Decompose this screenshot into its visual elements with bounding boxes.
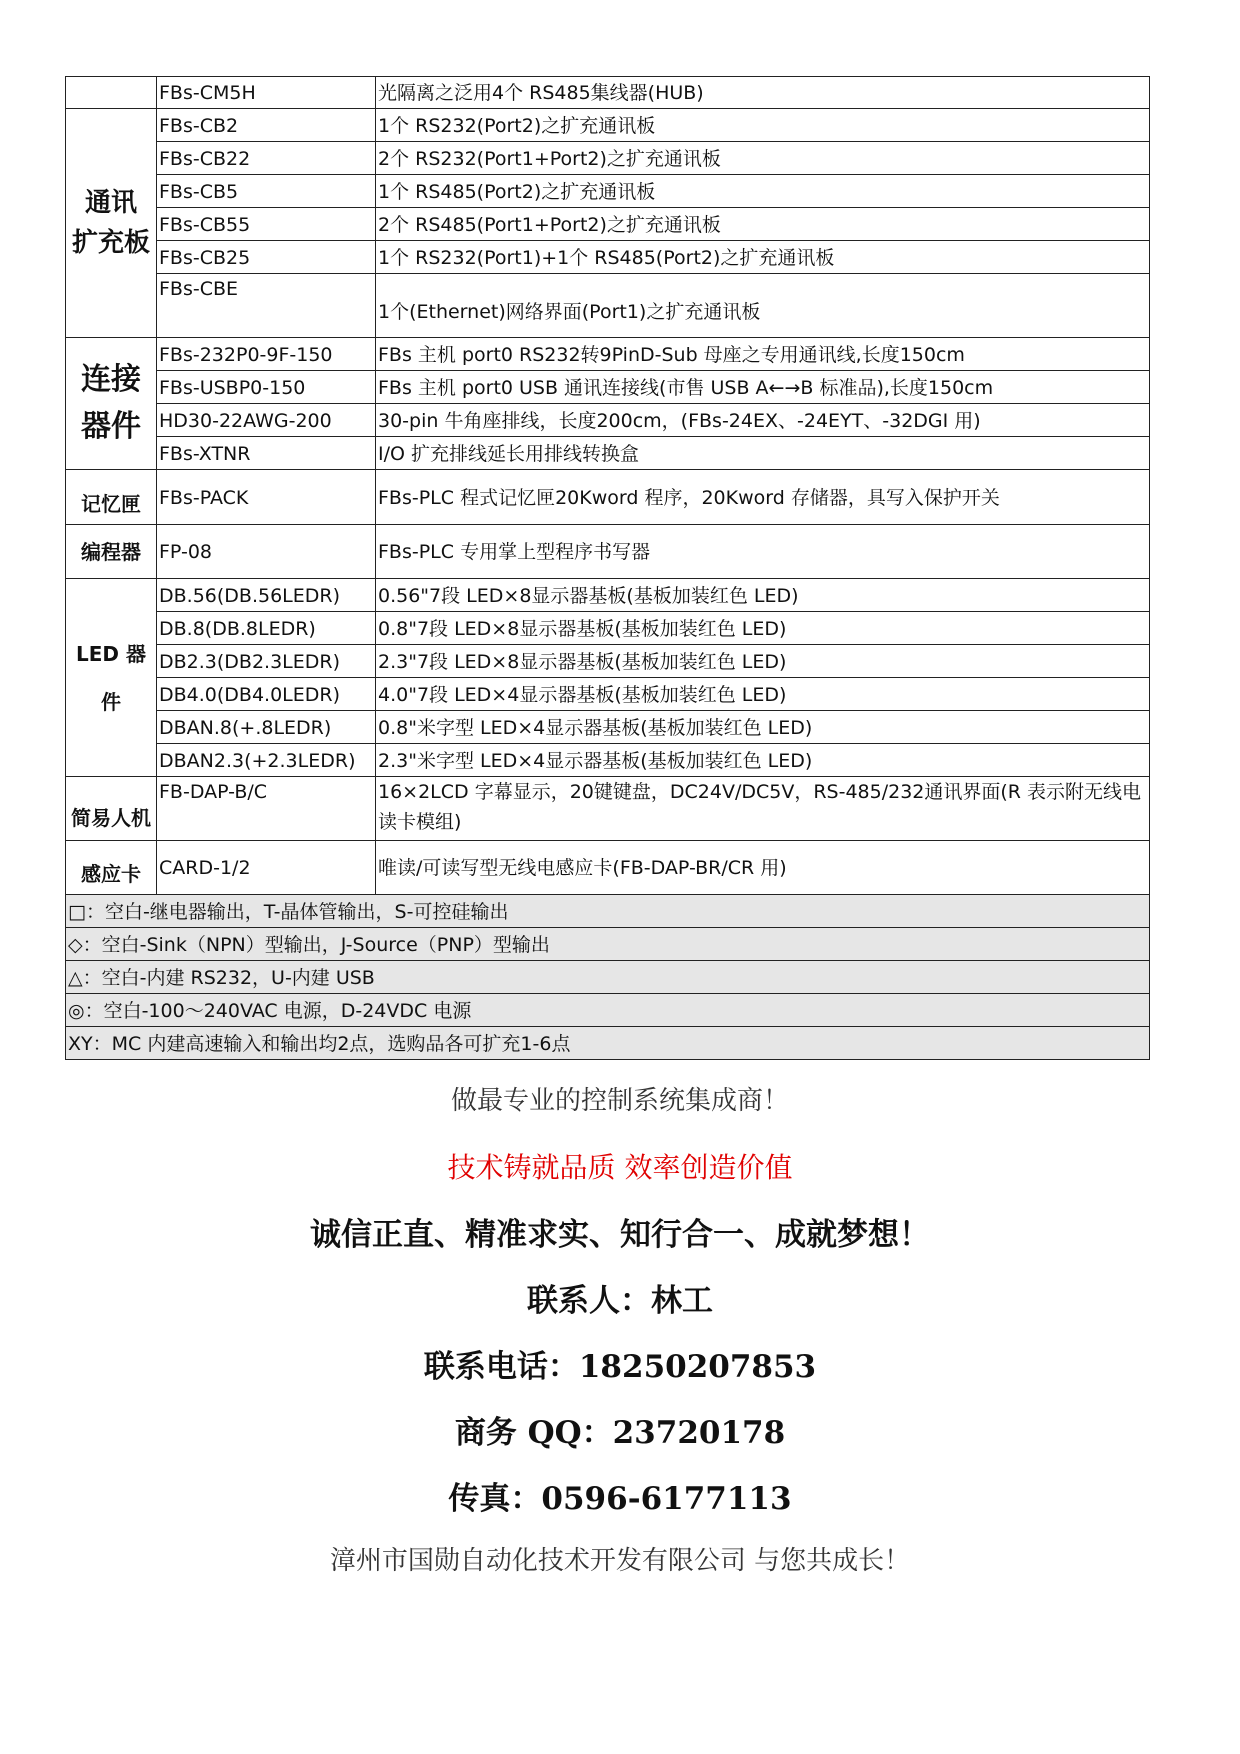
company-name: 漳州市国勋自动化技术开发有限公司 与您共成长！ <box>329 1546 911 1576</box>
description-cell: FBs 主机 port0 USB 通讯连接线(市售 USB A←→B 标准品),长度150cm <box>376 371 1150 404</box>
model-cell: FBs-PACK <box>157 470 376 525</box>
table-row <box>66 645 1150 678</box>
slogan-professional: 做最专业的控制系统集成商！ <box>450 1086 789 1116</box>
note-text: ◎：空白-100～240VAC 电源，D-24VDC 电源 <box>66 994 1150 1027</box>
description-cell: 2个 RS232(Port1+Port2)之扩充通讯板 <box>376 142 1150 175</box>
model-cell: FBs-CB25 <box>157 241 376 274</box>
description-cell: 1个(Ethernet)网络界面(Port1)之扩充通讯板 <box>376 274 1150 338</box>
note-text: □：空白-继电器输出，T-晶体管输出，S-可控硅输出 <box>66 895 1150 928</box>
model-cell: DB2.3(DB2.3LEDR) <box>157 645 376 678</box>
table-row <box>66 109 1150 142</box>
table-row <box>66 77 1150 109</box>
table-row <box>66 744 1150 777</box>
model-cell: HD30-22AWG-200 <box>157 404 376 437</box>
model-cell: DBAN.8(+.8LEDR) <box>157 711 376 744</box>
model-cell: FBs-CM5H <box>157 77 376 109</box>
table-row <box>66 338 1150 371</box>
model-cell: FBs-CB2 <box>157 109 376 142</box>
model-cell: FP-08 <box>157 525 376 579</box>
description-cell: 1个 RS232(Port2)之扩充通讯板 <box>376 109 1150 142</box>
table-row <box>66 208 1150 241</box>
description-cell: 2.3"7段 LED×8显示器基板(基板加装红色 LED) <box>376 645 1150 678</box>
model-cell: DB.8(DB.8LEDR) <box>157 612 376 645</box>
description-cell: 0.8"7段 LED×8显示器基板(基板加装红色 LED) <box>376 612 1150 645</box>
model-cell: FBs-USBP0-150 <box>157 371 376 404</box>
description-cell: 0.56"7段 LED×8显示器基板(基板加装红色 LED) <box>376 579 1150 612</box>
category-cell-memory: 记忆匣 <box>66 470 157 525</box>
description-cell: 2个 RS485(Port1+Port2)之扩充通讯板 <box>376 208 1150 241</box>
table-row <box>66 841 1150 895</box>
model-cell: FBs-CBE <box>157 274 376 338</box>
model-cell: FBs-CB55 <box>157 208 376 241</box>
description-cell: 16×2LCD 字幕显示，20键键盘，DC24V/DC5V，RS-485/232通讯界面(R 表示附无线电读卡模组) <box>376 777 1150 841</box>
table-row <box>66 241 1150 274</box>
note-row <box>66 994 1150 1027</box>
description-cell: FBs-PLC 程式记忆匣20Kword 程序，20Kword 存储器，具写入保护开关 <box>376 470 1150 525</box>
contact-qq: 商务 QQ：23720178 <box>454 1415 786 1451</box>
table-row <box>66 777 1150 841</box>
table-row <box>66 579 1150 612</box>
table-row <box>66 470 1150 525</box>
category-cell-connectors: 连接 器件 <box>66 338 157 470</box>
slogan-values: 诚信正直、精准求实、知行合一、成就梦想！ <box>310 1217 930 1253</box>
table-row <box>66 678 1150 711</box>
slogan-quality: 技术铸就品质 效率创造价值 <box>447 1151 793 1184</box>
category-cell <box>66 77 157 109</box>
model-cell: FBs-XTNR <box>157 437 376 470</box>
note-row <box>66 1027 1150 1060</box>
model-cell: DB.56(DB.56LEDR) <box>157 579 376 612</box>
description-cell: 光隔离之泛用4个 RS485集线器(HUB) <box>376 77 1150 109</box>
table-row <box>66 404 1150 437</box>
note-text: XY：MC 内建高速输入和输出均2点，选购品各可扩充1-6点 <box>66 1027 1150 1060</box>
description-cell: 4.0"7段 LED×4显示器基板(基板加装红色 LED) <box>376 678 1150 711</box>
description-cell: 2.3"米字型 LED×4显示器基板(基板加装红色 LED) <box>376 744 1150 777</box>
model-cell: FBs-CB5 <box>157 175 376 208</box>
description-cell: 0.8"米字型 LED×4显示器基板(基板加装红色 LED) <box>376 711 1150 744</box>
note-row <box>66 928 1150 961</box>
table-row <box>66 711 1150 744</box>
category-cell-led: LED 器 件 <box>66 579 157 777</box>
table-row <box>66 142 1150 175</box>
category-cell-comm-board: 通讯 扩充板 <box>66 109 157 338</box>
description-cell: 1个 RS232(Port1)+1个 RS485(Port2)之扩充通讯板 <box>376 241 1150 274</box>
table-row <box>66 371 1150 404</box>
description-cell: I/O 扩充排线延长用排线转换盒 <box>376 437 1150 470</box>
note-text: △：空白-内建 RS232，U-内建 USB <box>66 961 1150 994</box>
table-row <box>66 274 1150 338</box>
category-cell-card: 感应卡 <box>66 841 157 895</box>
product-spec-table <box>65 76 1150 1060</box>
table-row <box>66 612 1150 645</box>
description-cell: FBs 主机 port0 RS232转9PinD-Sub 母座之专用通讯线,长度150cm <box>376 338 1150 371</box>
table-row <box>66 437 1150 470</box>
contact-fax: 传真：0596-6177113 <box>448 1481 792 1517</box>
model-cell: FBs-CB22 <box>157 142 376 175</box>
contact-person: 联系人：林工 <box>527 1283 713 1319</box>
contact-phone: 联系电话：18250207853 <box>423 1349 817 1385</box>
description-cell: FBs-PLC 专用掌上型程序书写器 <box>376 525 1150 579</box>
note-text: ◇：空白-Sink（NPN）型输出，J-Source（PNP）型输出 <box>66 928 1150 961</box>
table-row <box>66 525 1150 579</box>
description-cell: 唯读/可读写型无线电感应卡(FB-DAP-BR/CR 用) <box>376 841 1150 895</box>
table-row <box>66 175 1150 208</box>
note-row <box>66 961 1150 994</box>
description-cell: 1个 RS485(Port2)之扩充通讯板 <box>376 175 1150 208</box>
note-row <box>66 895 1150 928</box>
category-cell-programmer: 编程器 <box>66 525 157 579</box>
category-cell-hmi: 简易人机 <box>66 777 157 841</box>
model-cell: DBAN2.3(+2.3LEDR) <box>157 744 376 777</box>
description-cell: 30-pin 牛角座排线，长度200cm，(FBs-24EX、-24EYT、-32DGI 用) <box>376 404 1150 437</box>
model-cell: FB-DAP-B/C <box>157 777 376 841</box>
model-cell: CARD-1/2 <box>157 841 376 895</box>
model-cell: DB4.0(DB4.0LEDR) <box>157 678 376 711</box>
model-cell: FBs-232P0-9F-150 <box>157 338 376 371</box>
